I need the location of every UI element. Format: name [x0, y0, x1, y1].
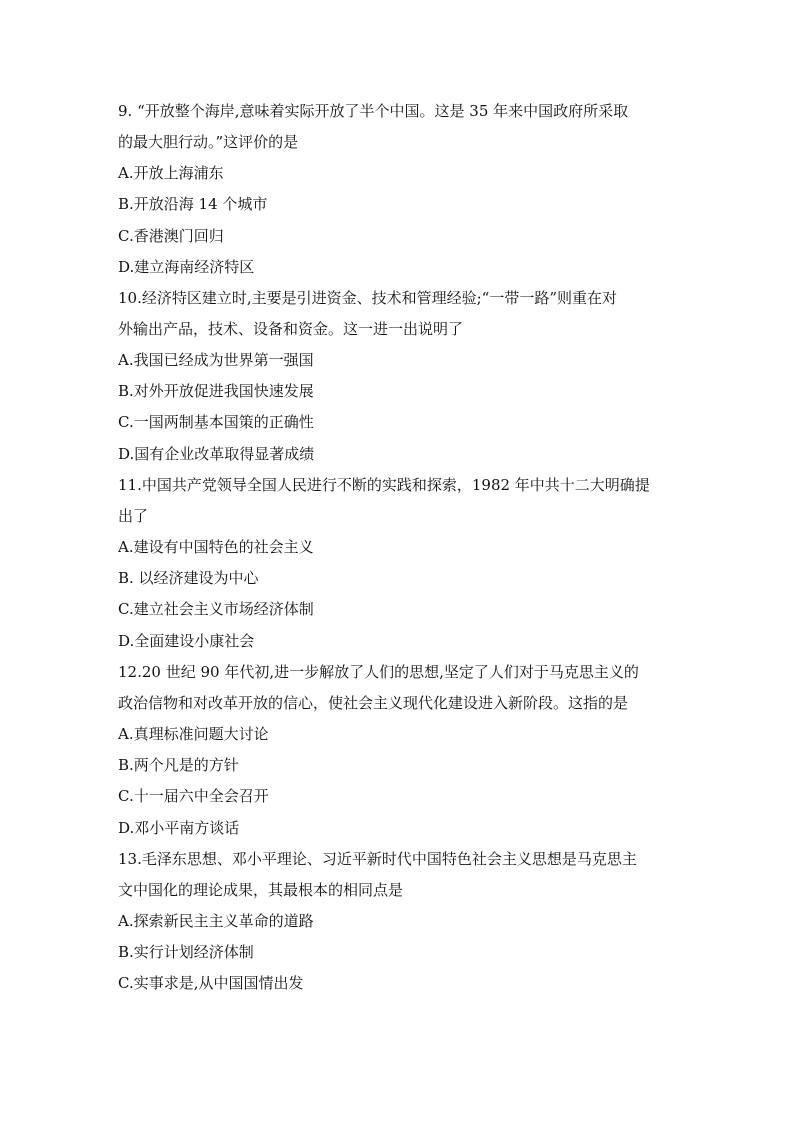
- question-12-option-a: A.真理标准问题大讨论: [118, 725, 269, 743]
- question-12-stem-line-1: 12.20 世纪 90 年代初,进一步解放了人们的思想,坚定了人们对于马克思主义的: [118, 663, 639, 681]
- question-12-option-d: D.邓小平南方谈话: [118, 819, 240, 837]
- question-10-stem-line-1: 10.经济特区建立时,主要是引进资金、技术和管理经验;“一带一路”则重在对: [118, 289, 618, 307]
- question-12-option-c: C.十一届六中全会召开: [118, 787, 269, 805]
- question-11-option-c: C.建立社会主义市场经济体制: [118, 600, 314, 618]
- question-9-stem-line-2: 的最大胆行动。”这评价的是: [118, 133, 299, 151]
- question-9-option-a: A.开放上海浦东: [118, 164, 224, 182]
- question-10-stem-line-2: 外输出产品，技术、设备和资金。这一进一出说明了: [118, 320, 464, 338]
- question-12-option-b: B.两个凡是的方针: [118, 756, 239, 774]
- question-11-option-d: D.全面建设小康社会: [118, 632, 255, 650]
- question-13-option-c: C.实事求是,从中国国情出发: [118, 974, 304, 992]
- question-11-stem-line-2: 出了: [118, 507, 149, 525]
- question-13-option-b: B.实行计划经济体制: [118, 943, 254, 961]
- question-11-option-a: A.建设有中国特色的社会主义: [118, 538, 314, 556]
- question-10-option-a: A.我国已经成为世界第一强国: [118, 351, 314, 369]
- question-11-option-b: B. 以经济建设为中心: [118, 569, 259, 587]
- question-13-option-a: A.探索新民主主义革命的道路: [118, 912, 314, 930]
- question-9-option-b: B.开放沿海 14 个城市: [118, 195, 268, 213]
- question-10-option-b: B.对外开放促进我国快速发展: [118, 382, 314, 400]
- question-10-option-c: C.一国两制基本国策的正确性: [118, 413, 314, 431]
- question-13-stem-line-2: 文中国化的理论成果，其最根本的相同点是: [118, 881, 404, 899]
- question-9-stem-line-1: 9. “开放整个海岸,意味着实际开放了半个中国。这是 35 年来中国政府所采取: [118, 102, 629, 120]
- question-9-option-c: C.香港澳门回归: [118, 227, 224, 245]
- question-13-stem-line-1: 13.毛泽东思想、邓小平理论、习近平新时代中国特色社会主义思想是马克思主: [118, 850, 637, 868]
- question-12-stem-line-2: 政治信物和对改革开放的信心，使社会主义现代化建设进入新阶段。这指的是: [118, 694, 629, 712]
- question-10-option-d: D.国有企业改革取得显著成绩: [118, 445, 315, 463]
- question-11-stem-line-1: 11.中国共产党领导全国人民进行不断的实践和探索，1982 年中共十二大明确提: [118, 476, 650, 494]
- question-9-option-d: D.建立海南经济特区: [118, 258, 255, 276]
